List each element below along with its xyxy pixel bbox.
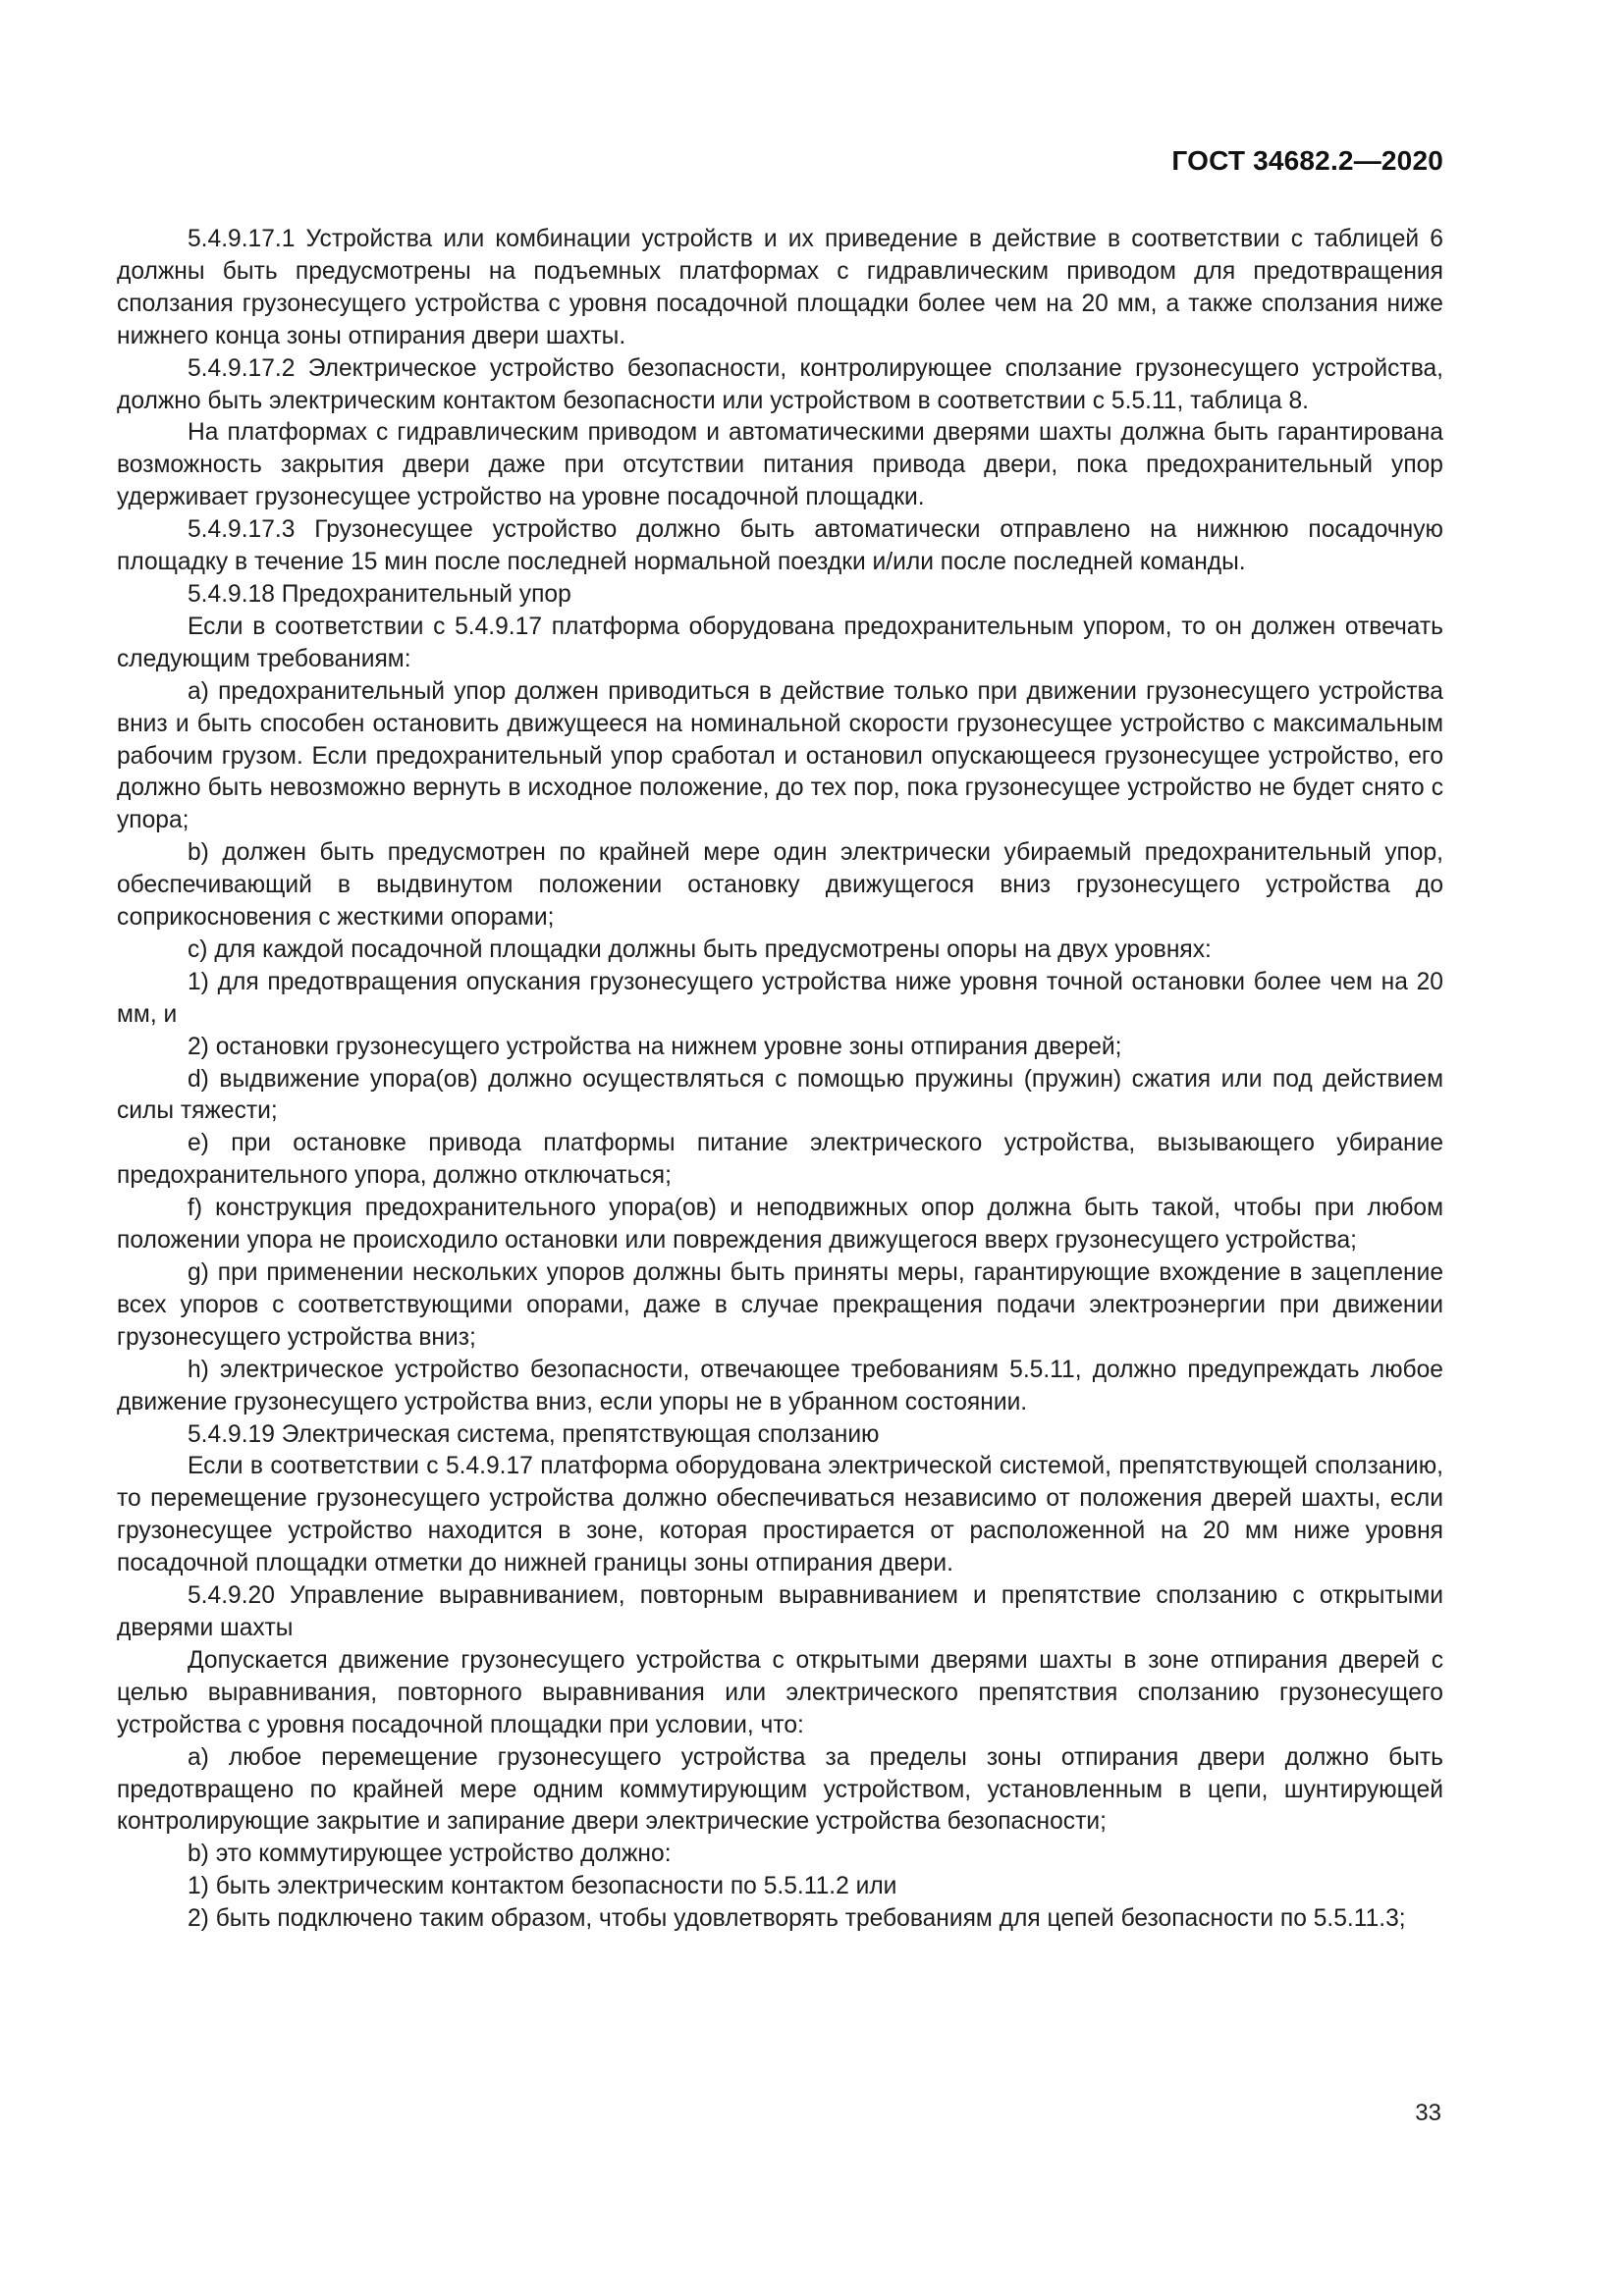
list-item: 1) для предотвращения опускания грузонесущего устройства ниже уровня точной остановки более чем на 20 мм, и (117, 968, 1443, 1028)
paragraph: 5.4.9.17.2 Электрическое устройство безопасности, контролирующее сползание грузонесущего устройства, должно быть электрическим контактом безопасности или устройством в соответствии с 5.5.11, таблица 8. (117, 354, 1443, 414)
paragraph: Если в соответствии с 5.4.9.17 платформа оборудована электрической системой, препятствующей сползанию, то перемещение грузонесущего устройства должно обеспечиваться независимо от положения дверей шахты, если грузонесущее устройство находится в зоне, которая простирается от расположенной на 20 мм ниже уровня посадочной площадки отметки до нижней границы зоны отпирания двери. (117, 1453, 1443, 1577)
paragraph: На платформах с гидравлическим приводом и автоматическими дверями шахты должна быть гарантирована возможность закрытия двери даже при отсутствии питания привода двери, пока предохранительный упор удерживает грузонесущее устройство на уровне посадочной площадки. (117, 419, 1443, 511)
list-item: e) при остановке привода платформы питание электрического устройства, вызывающего убирание предохранительного упора, должно отключаться; (117, 1130, 1443, 1190)
document-header: ГОСТ 34682.2—2020 (1171, 145, 1443, 176)
body-text (117, 224, 1443, 1936)
paragraph: Допускается движение грузонесущего устройства с открытыми дверями шахты в зоне отпирания дверей с целью выравнивания, повторного выравнивания или электрического препятствия сползанию грузонесущего устройства с уровня посадочной площадки при условии, что: (117, 1646, 1443, 1738)
list-item: 1) быть электрическим контактом безопасности по 5.5.11.2 или (188, 1873, 897, 1900)
list-item: b) это коммутирующее устройство должно: (188, 1841, 672, 1868)
list-item: a) предохранительный упор должен приводиться в действие только при движении грузонесущего устройства вниз и быть способен остановить движущееся на номинальной скорости грузонесущее устройство с максимальным рабочим грузом. Если предохранительный упор сработал и остановил опускающееся грузонесущее устройство, его должно быть невозможно вернуть в исходное положение, до тех пор, пока грузонесущее устройство не будет снято с упора; (117, 677, 1443, 834)
page-number: 33 (1415, 2100, 1441, 2126)
paragraph: 5.4.9.17.3 Грузонесущее устройство должно быть автоматически отправлено на нижнюю посадочную площадку в течение 15 мин после последней нормальной поездки и/или после последней команды. (117, 516, 1443, 576)
list-item: g) при применении нескольких упоров должны быть приняты меры, гарантирующие вхождение в зацепление всех упоров с соответствующими опорами, даже в случае прекращения подачи электроэнергии при движении грузонесущего устройства вниз; (117, 1259, 1443, 1351)
list-item: f) конструкция предохранительного упора(ов) и неподвижных опор должна быть такой, чтобы при любом положении упора не происходило остановки или повреждения движущегося вверх грузонесущего устройства; (117, 1195, 1443, 1255)
list-item: a) любое перемещение грузонесущего устройства за пределы зоны отпирания двери должно быть предотвращено по крайней мере одним коммутирующим устройством, установленным в цепи, шунтирующей контролирующие закрытие и запирание двери электрические устройства безопасности; (117, 1743, 1443, 1836)
section-heading: 5.4.9.20 Управление выравниванием, повторным выравниванием и препятствие сползанию с открытыми дверями шахты (117, 1582, 1443, 1641)
list-item: c) для каждой посадочной площадки должны быть предусмотрены опоры на двух уровнях: (188, 935, 1212, 963)
list-item: 2) остановки грузонесущего устройства на нижнем уровне зоны отпирания дверей; (188, 1033, 1122, 1060)
list-item: 2) быть подключено таким образом, чтобы удовлетворять требованиям для цепей безопасности по 5.5.11.3; (188, 1905, 1406, 1933)
list-item: b) должен быть предусмотрен по крайней мере один электрически убираемый предохранительный упор, обеспечивающий в выдвинутом положении остановку движущегося вниз грузонесущего устройства до соприкосновения с жесткими опорами; (117, 839, 1443, 932)
list-item: h) электрическое устройство безопасности, отвечающее требованиям 5.5.11, должно предупреждать любое движение грузонесущего устройства вниз, если упоры не в убранном состоянии. (117, 1356, 1443, 1415)
paragraph: 5.4.9.17.1 Устройства или комбинации устройств и их приведение в действие в соответствии с таблицей 6 должны быть предусмотрены на подъемных платформах с гидравлическим приводом для предотвращения сползания грузонесущего устройства с уровня посадочной площадки более чем на 20 мм, а также сползания ниже нижнего конца зоны отпирания двери шахты. (117, 226, 1443, 349)
section-heading: 5.4.9.18 Предохранительный упор (188, 580, 571, 608)
paragraph: Если в соответствии с 5.4.9.17 платформа оборудована предохранительным упором, то он должен отвечать следующим требованиям: (117, 613, 1443, 672)
section-heading: 5.4.9.19 Электрическая система, препятствующая сползанию (188, 1420, 880, 1448)
list-item: d) выдвижение упора(ов) должно осуществляться с помощью пружины (пружин) сжатия или под действием силы тяжести; (117, 1065, 1443, 1125)
